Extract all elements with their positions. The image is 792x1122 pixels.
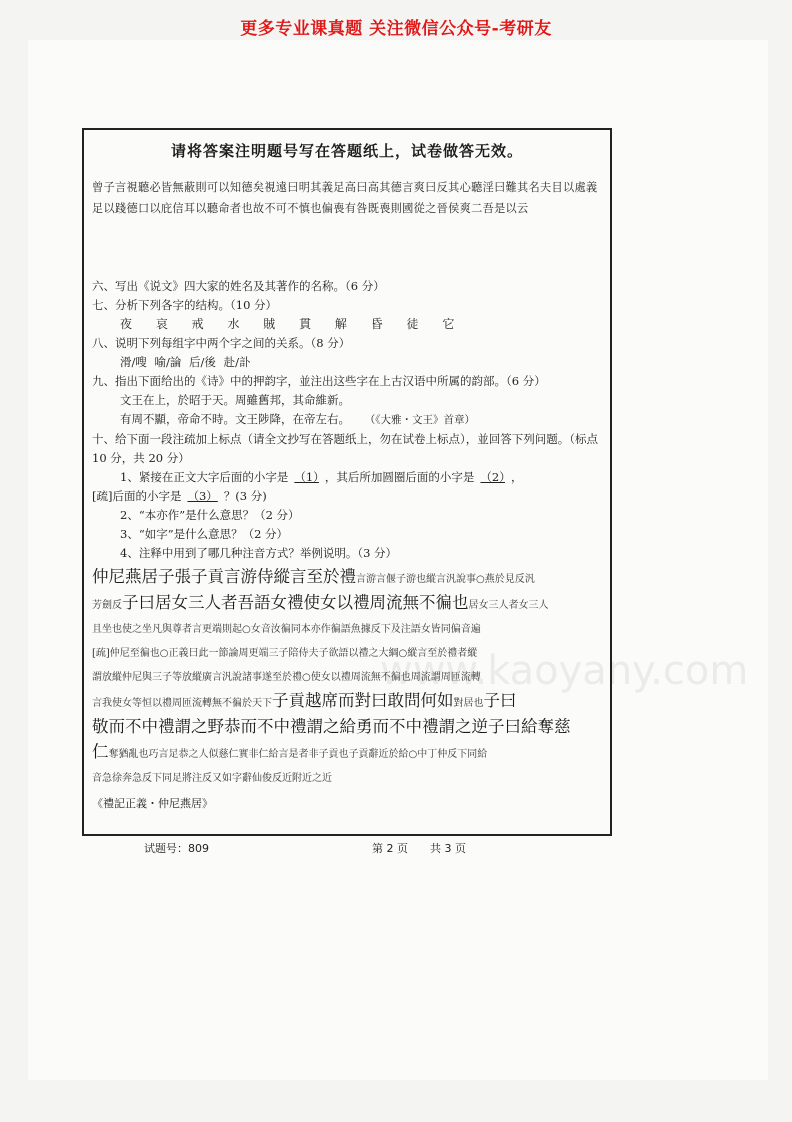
annotation-text: 言我使女等恒以禮周匝流轉無不徧於天下: [92, 698, 272, 709]
main-text: 子曰居女三人者吾語女禮使女以禮周流無不徧也: [122, 593, 469, 612]
q10-1-text-e: ？(3 分): [223, 489, 267, 503]
annotation-text: [疏]仲尼至徧也○正義曰此一節論周更端三子陪侍夫子欲語以禮之大綱○縱言至於禮者縱: [92, 648, 478, 659]
annotation-text: 謂放縱仲尼與三子等放縱廣言汎說諸事遂至於禮○使女以禮周流無不徧也周流謂周匝流轉: [92, 672, 481, 683]
main-text: 子曰: [483, 691, 517, 710]
annotation-text: 且坐也使之坐凡與尊者言更端則起○女音汝徧同本亦作徧語魚據反下及注語女皆同偏音遍: [92, 624, 481, 635]
blank-1: （1）: [294, 470, 319, 484]
watermark: www.kaoyany.com: [380, 648, 749, 694]
exam-frame: [82, 128, 612, 836]
main-text: 仲尼燕居子張子貢言游侍縱言至於禮: [92, 567, 356, 586]
blank-3: （3）: [187, 489, 218, 503]
passage-citation: 《禮記正義・仲尼燕居》: [92, 797, 213, 810]
q10-1-text-d: [疏]后面的小字是: [92, 489, 182, 503]
question-10-1: [92, 468, 602, 487]
passage-line-4: [92, 641, 602, 665]
annotation-text: 居女三人者女三人: [468, 600, 549, 611]
passage-line-2: [92, 591, 602, 617]
classical-passage: [92, 565, 602, 815]
poem-line-2-text: 有周不顯，帝命不時。文王陟降，在帝左右。: [120, 412, 350, 426]
main-text: 子貢越席而對曰敢問何如: [272, 691, 454, 710]
questions-section: [92, 277, 602, 815]
question-10-1-cont: [92, 487, 602, 506]
q10-1-text-b: ，其后所加圆圈后面的小字是: [324, 470, 475, 484]
question-7: 七、分析下列各字的结构。（10 分）: [92, 298, 278, 312]
annotation-text: 音急徐奔急反下同足將注反又如字辭仙俊反近附近之近: [92, 773, 332, 784]
main-text: 仁: [92, 742, 109, 761]
question-9-poem-line-2: [92, 410, 602, 430]
annotation-text: 言游言偃子游也縱言汎說事○燕於見反汎: [356, 574, 535, 585]
question-8-pairs: 滑/嗖 喻/論 后/後 赴/訃: [120, 355, 251, 369]
annotation-text: 對居也: [453, 698, 484, 709]
question-10-2: 2、“本亦作”是什么意思？（2 分）: [120, 508, 300, 522]
passage-line-1: [92, 565, 602, 591]
passage-line-3: [92, 617, 602, 641]
annotation-text: 奪猶亂也巧言足恭之人似慈仁實非仁給言是者非子貢也子貢辭近於給○中丁仲反下同給: [108, 749, 488, 760]
question-10-3: 3、“如字”是什么意思？（2 分）: [120, 527, 289, 541]
question-10-4: 4、注释中用到了哪几种注音方式？举例说明。（3 分）: [120, 546, 398, 560]
q10-1-text-a: 1、紧接在正文大字后面的小字是: [120, 470, 289, 484]
page-number: 第 2 页 共 3 页: [372, 842, 466, 855]
question-7-characters: 夜 哀 戒 水 賊 貫 解 昏 徒 它: [120, 317, 465, 331]
passage-line-9: [92, 766, 602, 790]
passage-line-7: [92, 715, 602, 740]
question-9-poem-line-1: 文王在上，於昭于天。周雖舊邦，其命維新。: [120, 393, 350, 407]
passage-line-6: [92, 689, 602, 715]
poem-source: （《大雅・文王》首章）: [370, 414, 475, 426]
exam-code: 试题号：809: [144, 842, 209, 855]
promo-banner: 更多专业课真题 关注微信公众号-考研友: [240, 19, 552, 39]
question-8: 八、说明下列每组字中两个字之间的关系。（8 分）: [92, 336, 351, 350]
main-text: 敬而不中禮謂之野恭而不中禮謂之給勇而不中禮謂之逆子曰給奪慈: [92, 717, 571, 736]
passage-line-5: [92, 665, 602, 689]
question-6: 六、写出《说文》四大家的姓名及其著作的名称。（6 分）: [92, 279, 385, 293]
instruction-heading: 请将答案注明题号写在答题纸上，试卷做答无效。: [170, 142, 523, 160]
question-9: 九、指出下面给出的《诗》中的押韵字，並注出这些字在上古汉语中所属的韵部。（6 分）: [92, 374, 546, 388]
intro-passage: 曾子言視聽必皆無蔽則可以知德矣視遠曰明其義足高曰高其德言爽曰反其心聽淫曰難其名夫目以處義足以踐德口以庇信耳以聽命者也故不可不慎也偏喪有咎既喪則國從之晉侯爽二吾是以云: [92, 181, 598, 215]
question-10: 十、给下面一段注疏加上标点（请全文抄写在答题纸上，勿在试卷上标点），並回答下列问题。（标点 10 分，共 20 分）: [92, 432, 598, 465]
annotation-text: 芳劍反: [92, 600, 122, 611]
q10-1-text-c: ，: [510, 470, 523, 484]
passage-line-8: [92, 740, 602, 766]
blank-2: （2）: [480, 470, 505, 484]
